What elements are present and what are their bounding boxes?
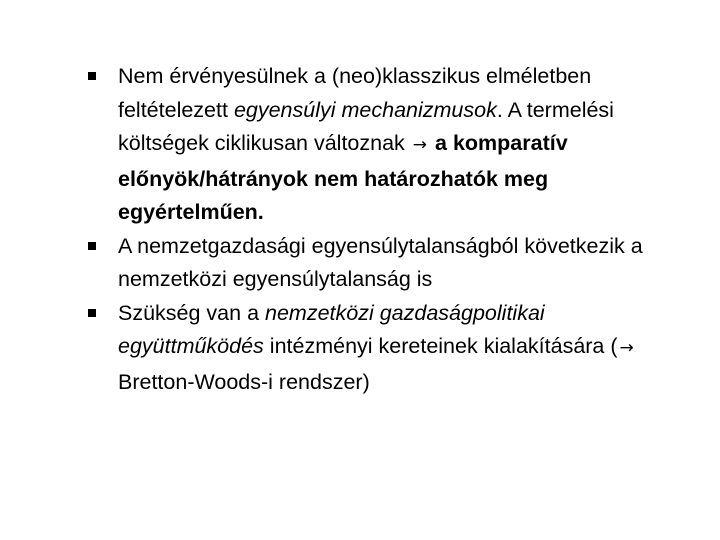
right-arrow-icon: → [412,135,428,155]
bullet-3-text-cont: intézményi kereteinek kialakítására ( [263,334,618,358]
bullet-2-text: A nemzetgazdasági egyensúlytalanságból következik a nemzetközi egyensúlytalanság is [118,233,643,291]
bullet-3-text-end: Bretton-Woods-i rendszer) [118,369,370,394]
right-arrow-icon: → [619,338,634,358]
bullet-item-1 [88,60,688,230]
bullet-1-text-cont: . A termelési költségek ciklikusan változnak [118,97,614,155]
bullet-1-italic: egyensúlyi mechanizmusok [233,97,497,122]
bullet-3-italic: nemzetközi gazdaságpolitikai együttműködés [118,300,545,358]
bullet-3-text: Szükség van a [118,300,266,325]
bullet-1-bold: a komparatív előnyök/hátrányok nem határozhatók meg egyértelműen. [118,131,568,224]
square-bullet-icon [88,242,96,250]
bullet-list [88,60,688,399]
bullet-item-3 [88,297,688,400]
square-bullet-icon [88,309,96,317]
bullet-1-text: Nem érvényesülnek a (neo)klasszikus elméletben feltételezett [118,64,592,122]
square-bullet-icon [88,72,96,80]
bullet-item-2 [88,230,688,297]
